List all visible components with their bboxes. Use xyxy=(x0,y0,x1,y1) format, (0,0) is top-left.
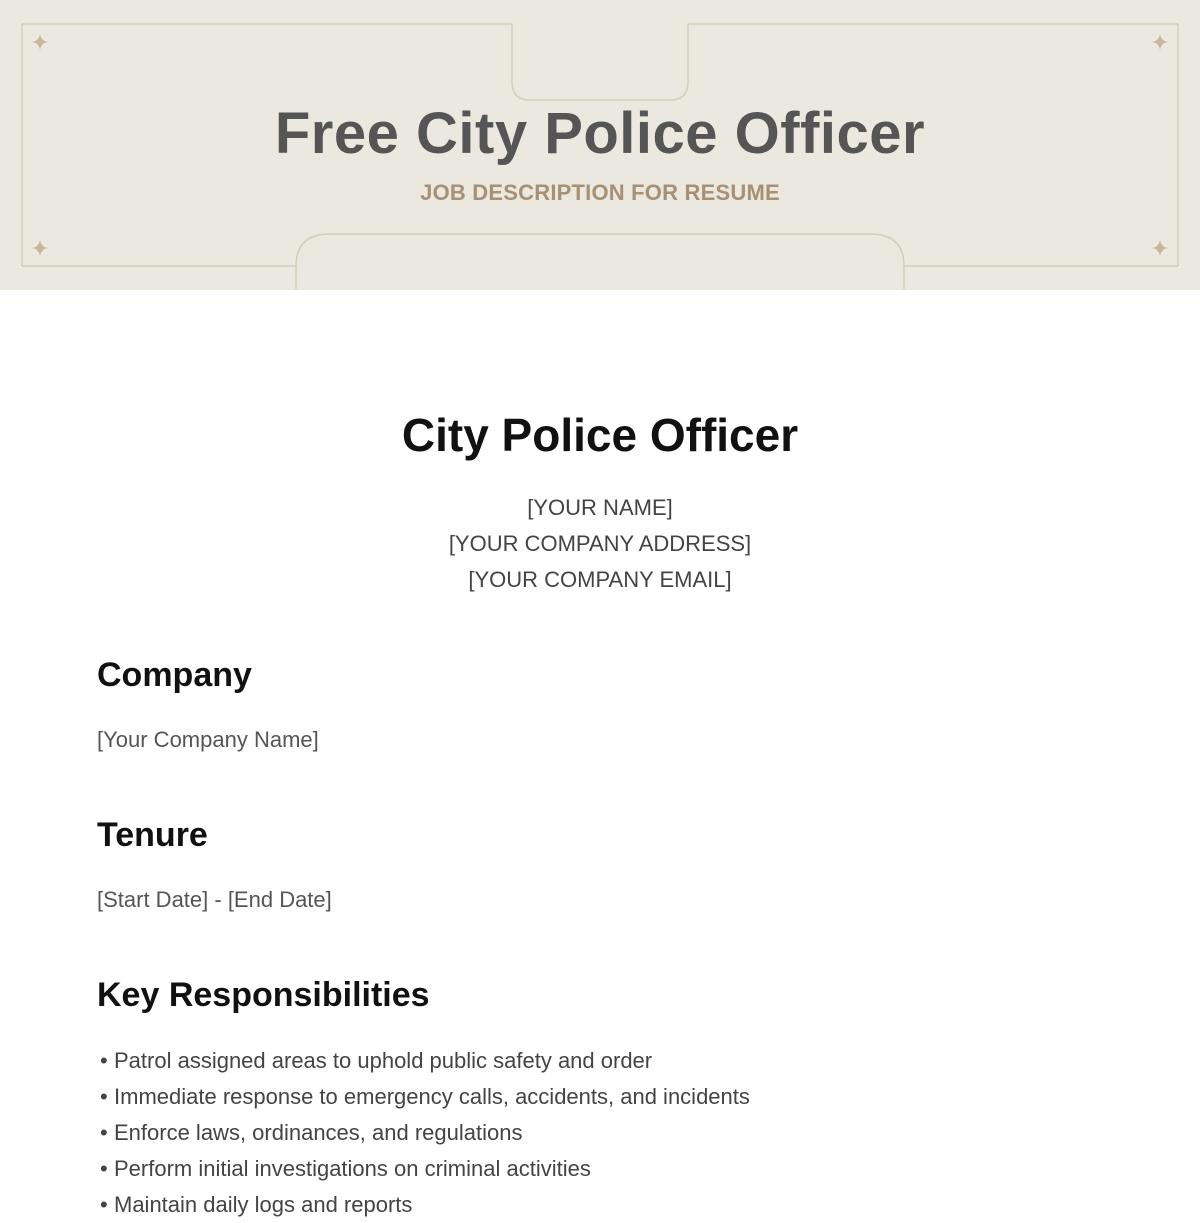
contact-block xyxy=(0,490,1200,598)
contact-name: [YOUR NAME] xyxy=(527,495,673,520)
contact-email: [YOUR COMPANY EMAIL] xyxy=(468,567,732,592)
list-item: • Maintain daily logs and reports xyxy=(100,1192,413,1217)
document-title: City Police Officer xyxy=(401,409,799,461)
sparkle-icon xyxy=(32,240,48,256)
tenure-heading: Tenure xyxy=(97,816,208,854)
sparkle-icon xyxy=(32,34,48,50)
banner-subtitle: JOB DESCRIPTION FOR RESUME xyxy=(420,180,780,205)
company-heading: Company xyxy=(97,656,252,694)
sparkle-icon xyxy=(1152,240,1168,256)
responsibilities-list xyxy=(97,1043,750,1223)
contact-address: [YOUR COMPANY ADDRESS] xyxy=(448,531,752,556)
company-name: [Your Company Name] xyxy=(97,727,319,752)
tenure-dates: [Start Date] - [End Date] xyxy=(97,887,332,912)
banner-title: Free City Police Officer xyxy=(274,101,926,166)
list-item: • Patrol assigned areas to uphold public safety and order xyxy=(100,1048,653,1073)
list-item: • Enforce laws, ordinances, and regulations xyxy=(100,1120,523,1145)
list-item: • Perform initial investigations on criminal activities xyxy=(100,1156,591,1181)
sparkle-icon xyxy=(1152,34,1168,50)
responsibilities-heading: Key Responsibilities xyxy=(97,976,430,1014)
header-banner xyxy=(0,0,1200,290)
list-item: • Immediate response to emergency calls, accidents, and incidents xyxy=(100,1084,750,1109)
